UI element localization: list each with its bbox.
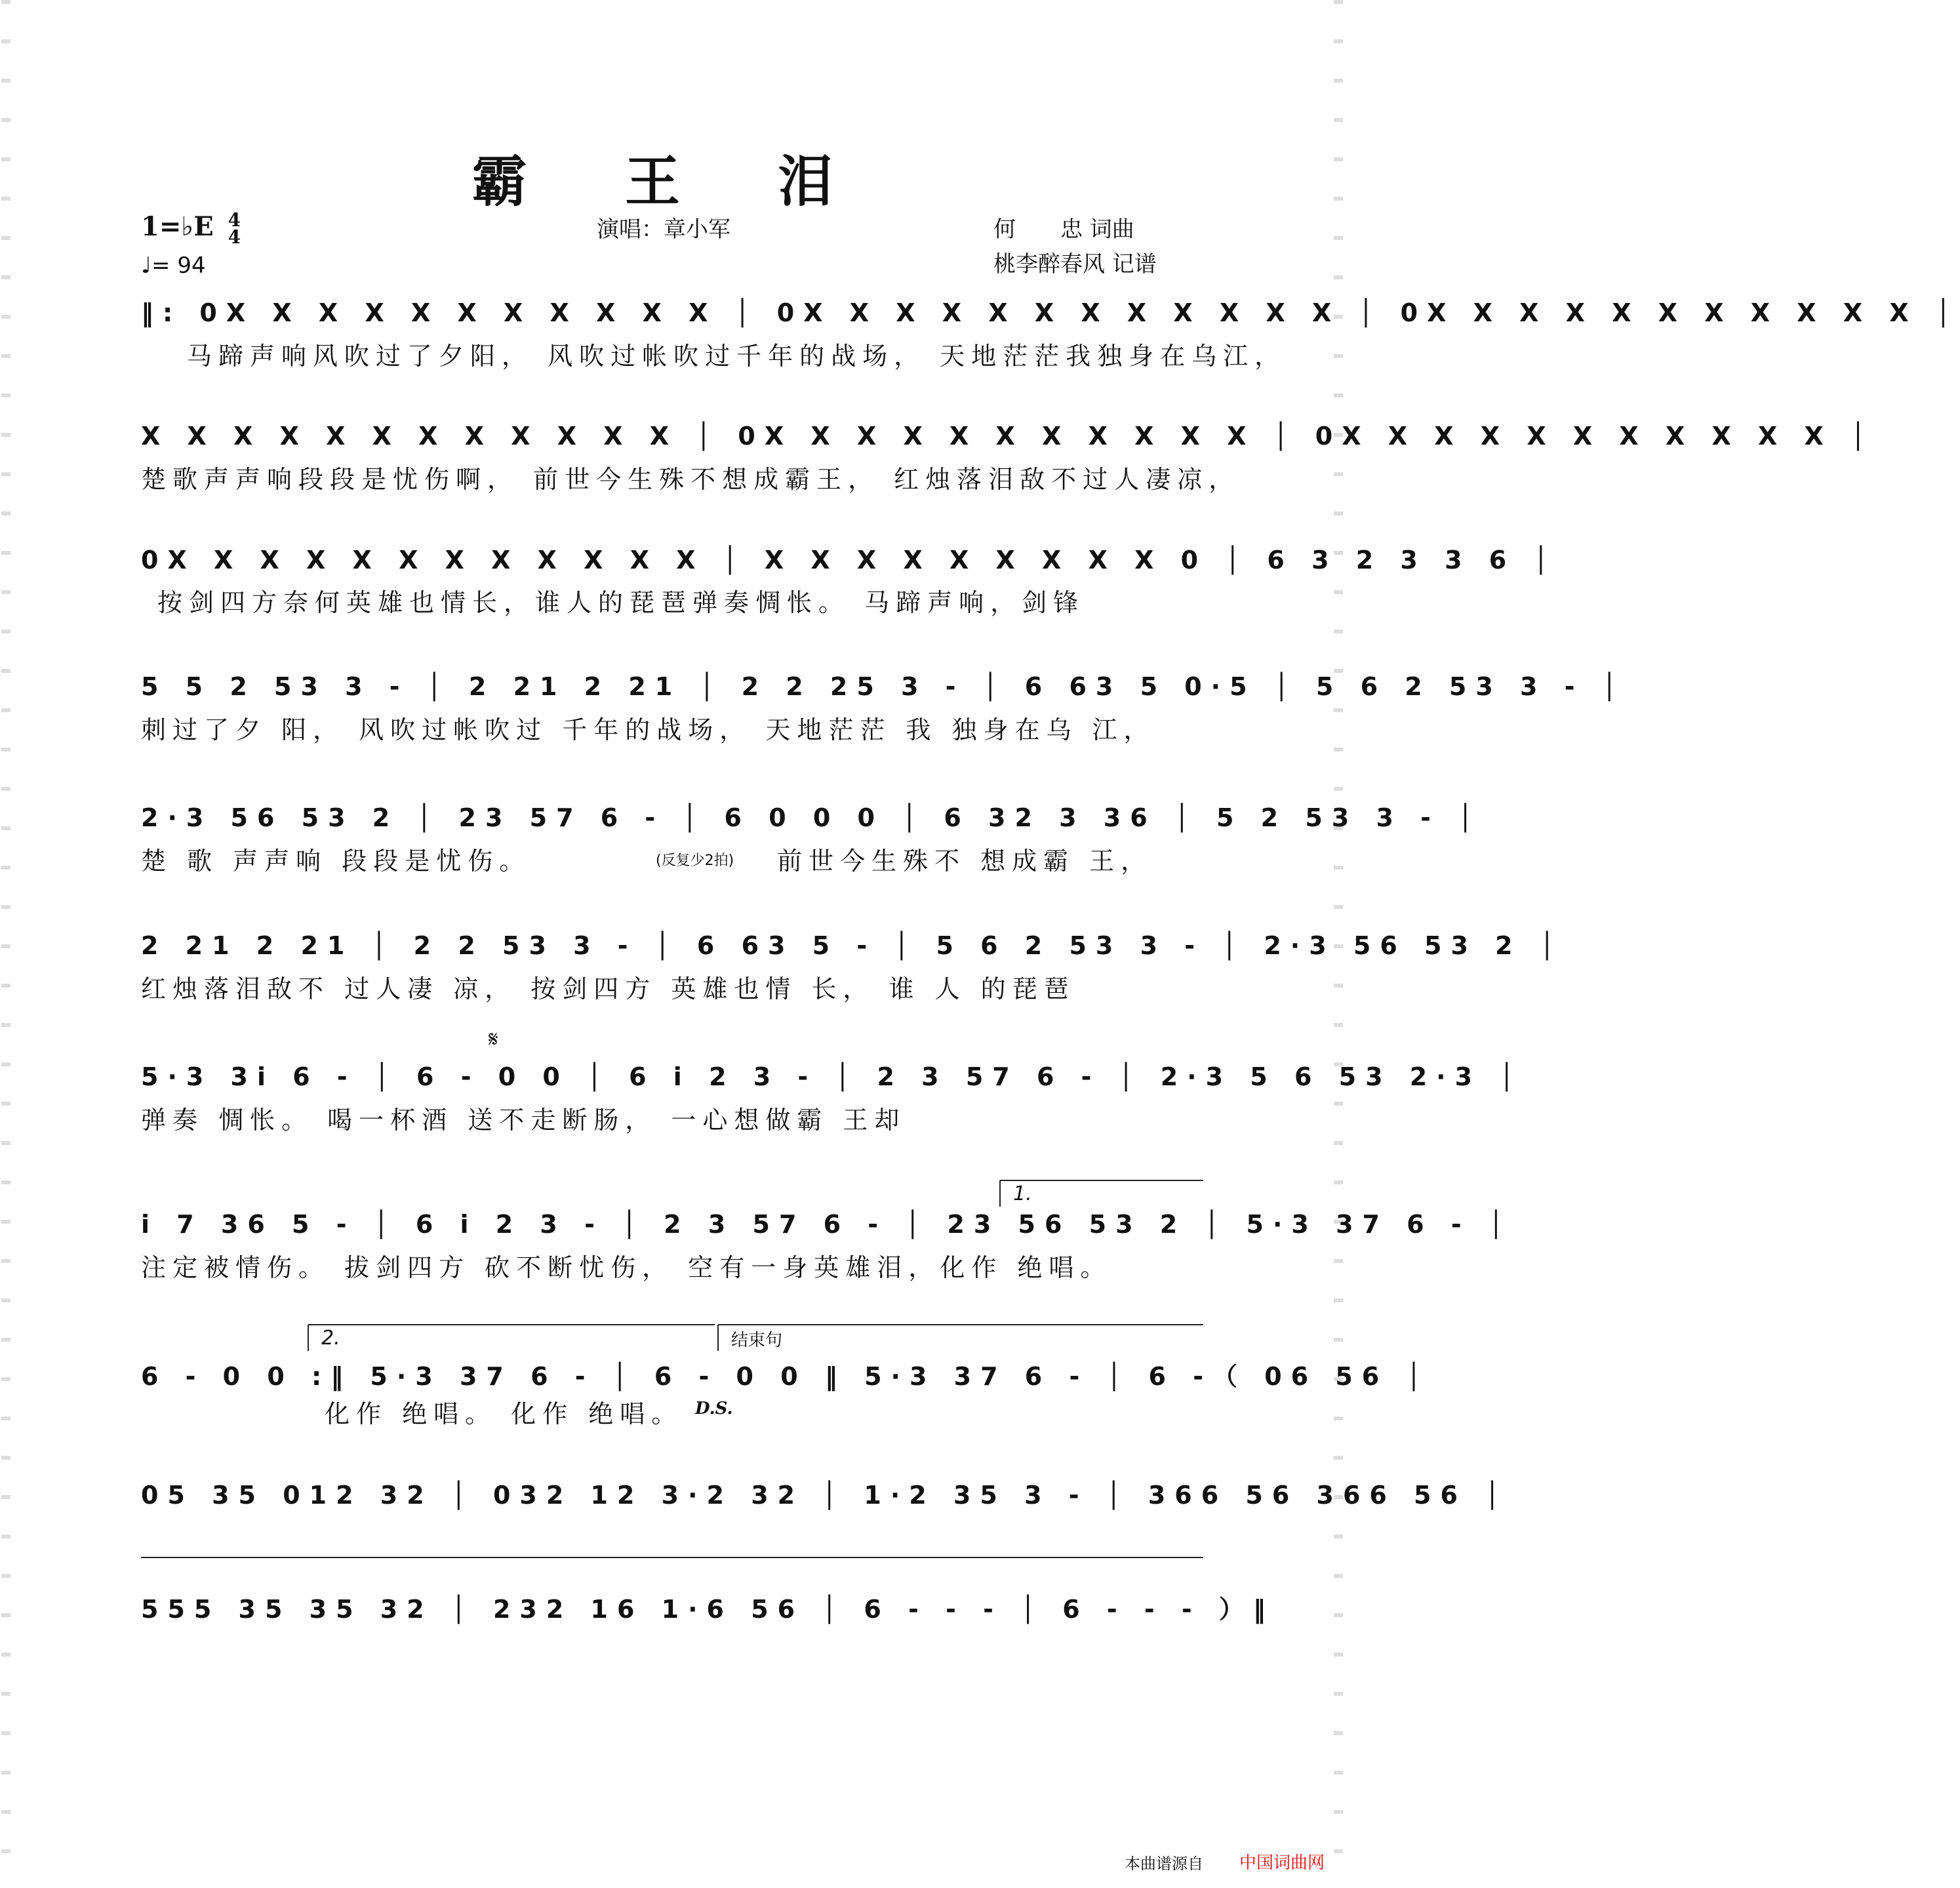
lyrics-row-1: 马蹄声响风吹过了夕阳， 风吹过帐吹过千年的战场， 天地茫茫我独身在乌江， xyxy=(187,342,1287,371)
notation-row-9: 6 - 0 0 :‖ 5·3 37 6 - │ 6 - 0 0 ‖ 5·3 37 6 - │ 6 -（ 06 56 │ xyxy=(141,1362,1431,1391)
lyrics-row-7: 弹奏 惆怅。 喝一杯酒 送不走断肠， 一心想做霸 王却 xyxy=(141,1106,906,1135)
lyrics-row-9: 化作 绝唱。 化作 绝唱。 xyxy=(325,1399,683,1428)
volta-1: 1. xyxy=(1013,1182,1032,1205)
notation-row-10: 05 35 012 32 │ 032 12 3·2 32 │ 1·2 35 3 - │ 366 56 366 56 │ xyxy=(141,1481,1510,1510)
notation-row-7: 5·3 3i 6 - │ 6 - 0 0 │ 6 i 2 3 - │ 2 3 57 6 - │ 2·3 5 6 53 2·3 │ xyxy=(141,1062,1524,1091)
footer-source: 本曲谱源自 xyxy=(1125,1855,1203,1873)
notation-row-6: 2 21 2 21 │ 2 2 53 3 - │ 6 63 5 - │ 5 6 2 53 3 - │ 2·3 56 53 2 │ xyxy=(141,931,1564,960)
notation-row-4: 5 5 2 53 3 - │ 2 21 2 21 │ 2 2 25 3 - │ 6 63 5 0·5 │ 5 6 2 53 3 - │ xyxy=(141,672,1626,701)
ending-label: 结束句 xyxy=(731,1331,783,1350)
lyrics-row-2: 楚歌声声响段段是忧伤啊， 前世今生殊不想成霸王， 红烛落泪敌不过人凄凉， xyxy=(141,465,1241,494)
lyrics-row-5b: 前世今生殊不 想成霸 王， xyxy=(777,847,1153,875)
key-label: 1=♭E xyxy=(141,211,214,242)
transcriber-credit: 桃李醉春风 记谱 xyxy=(993,251,1157,277)
lyrics-row-3: 按剑四方奈何英雄也情长，谁人的琵琶弹奏惆怅。 马蹄声响，剑锋 xyxy=(157,588,1085,617)
page-title: 霸 王 泪 xyxy=(471,149,873,214)
notation-row-3: 0X X X X X X X X X X X X │ X X X X X X X X X 0 │ 6 3 2 3 3 6 │ xyxy=(141,546,1558,574)
notation-row-8: i 7 36 5 - │ 6 i 2 3 - │ 2 3 57 6 - │ 23 56 53 2 │ 5·3 37 6 - │ xyxy=(141,1210,1513,1239)
notation-row-11: 555 35 35 32 │ 232 16 1·6 56 │ 6 - - - │ 6 - - - ）‖ xyxy=(141,1595,1275,1624)
footer-brand-link[interactable]: 中国词曲网 xyxy=(1239,1853,1325,1873)
notation-row-2: X X X X X X X X X X X X │ 0X X X X X X X X X X X │ 0X X X X X X X X X X X │ xyxy=(141,422,1875,451)
lyrics-row-6: 红烛落泪敌不 过人凄 凉， 按剑四方 英雄也情 长， 谁 人 的琵琶 xyxy=(141,974,1075,1003)
lyrics-row-5: 楚 歌 声声响 段段是忧伤。 xyxy=(141,847,531,875)
ds-mark: D.S. xyxy=(695,1399,733,1418)
volta-2: 2. xyxy=(321,1327,340,1350)
notation-row-5: 2·3 56 53 2 │ 23 57 6 - │ 6 0 0 0 │ 6 32 3 36 │ 5 2 53 3 - │ xyxy=(141,803,1482,832)
tempo-mark: ♩= 94 xyxy=(141,252,206,279)
lyrics-row-4: 刺过了夕 阳， 风吹过帐吹过 千年的战场， 天地茫茫 我 独身在乌 江， xyxy=(141,715,1155,744)
notation-row-1: ‖: 0X X X X X X X X X X X │ 0X X X X X X X X X X X X │ 0X X X X X X X X X X X │ xyxy=(141,298,1960,327)
singer-credit: 演唱：章小军 xyxy=(597,216,730,243)
repeat-note: (反复少2拍) xyxy=(656,853,734,869)
time-bottom: 4 xyxy=(228,226,241,248)
segno-sign: 𝄋 xyxy=(489,1026,498,1053)
lyrics-row-8: 注定被情伤。 拔剑四方 砍不断忧伤， 空有一身英雄泪，化作 绝唱。 xyxy=(141,1253,1112,1282)
time-top: 4 xyxy=(228,209,241,231)
lyricist-credit: 何 忠 词曲 xyxy=(993,216,1134,243)
